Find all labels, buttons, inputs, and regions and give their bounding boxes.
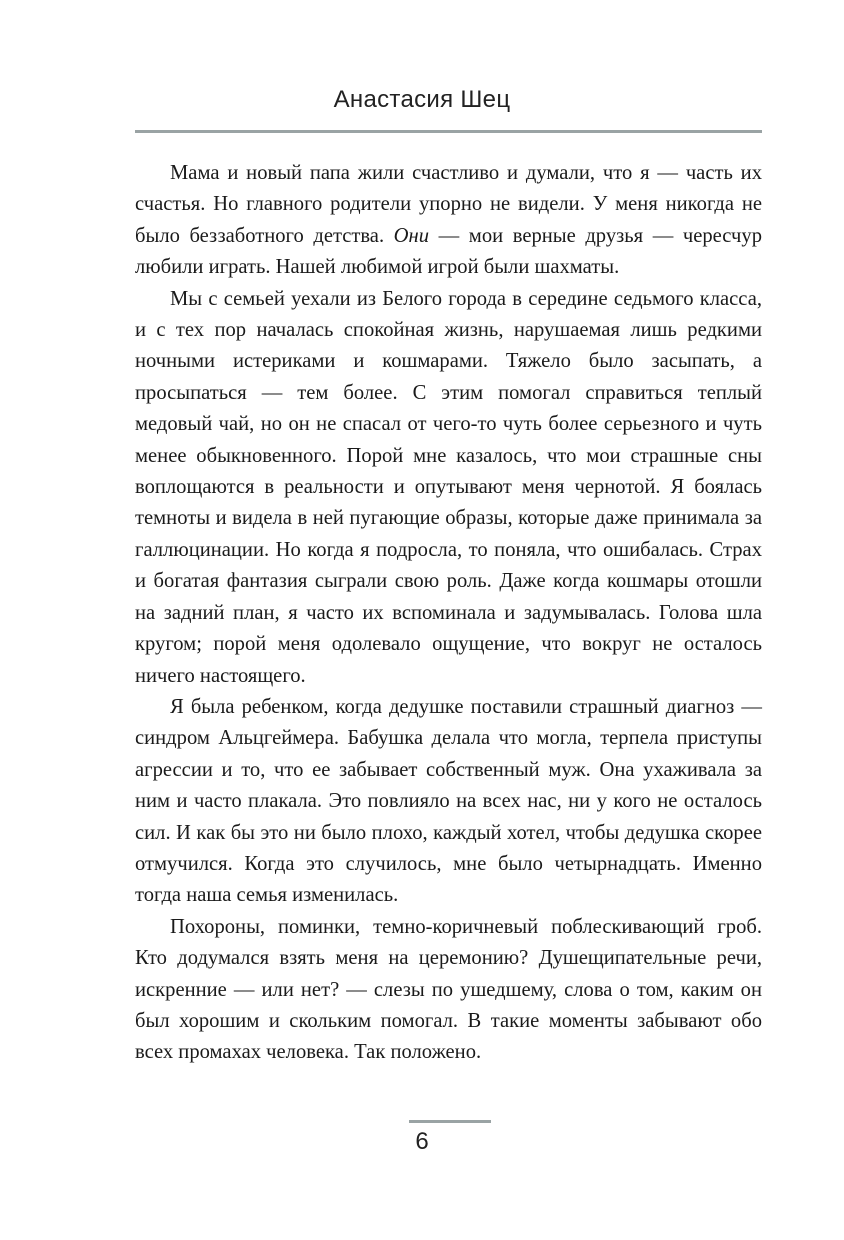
paragraph-1-text-start: Мама и новый папа жили счастливо и думали, что я — часть их счастья. Но главного родители упорно не видели. У меня никогда не было беззаботного детства. — [135, 162, 762, 247]
paragraph-2: Мы с семьей уехали из Белого города в середине седьмого класса, и с тех пор началась спокойная жизнь, нарушаемая лишь редкими ночными истериками и кошмарами. Тяжело было засыпать, а просыпаться — тем более. С этим помогал справиться теплый медовый чай, но он не спасал от чего-то чуть более серьезного и чуть менее обыкновенного. Порой мне казалось, что мои страшные сны воплощаются в реальности и опутывают меня чернотой. Я боялась темноты и видела в ней пугающие образы, которые даже принимала за галлюцинации. Но когда я подросла, то поняла, что ошибалась. Страх и богатая фантазия сыграли свою роль. Даже когда кошмары отошли на задний план, я часто их вспоминала и задумывалась. Голова шла кругом; порой меня одолевало ощущение, что вокруг не осталось ничего настоящего. — [135, 287, 762, 687]
header-rule — [135, 130, 762, 133]
paragraph-1-italic-word: Они — [393, 224, 430, 247]
paragraph-4: Похороны, поминки, темно-коричневый поблескивающий гроб. Кто додумался взять меня на церемонию? Душещипательные речи, искренние — или нет? — слезы по ушедшему, слова о том, каким он был хорошим и скольким помогал. В такие моменты забывают обо всех промахах человека. Так положено. — [135, 915, 762, 1064]
paragraph-3: Я была ребенком, когда дедушке поставили страшный диагноз — синдром Альцгеймера. Бабушка делала что могла, терпела приступы агрессии и то, что ее забывает собственный муж. Она ухаживала за ним и часто плакала. Это повлияло на всех нас, ни у кого не осталось сил. И как бы это ни было плохо, каждый хотел, чтобы дедушка скорее отмучился. Когда это случилось, мне было четырнадцать. Именно тогда наша семья изменилась. — [135, 695, 762, 907]
running-head-author: Анастасия Шец — [333, 86, 511, 113]
paragraph-1-text-end: — мои верные друзья — чересчур любили играть. Нашей любимой игрой были шахматы. — [135, 224, 762, 279]
page-number: 6 — [415, 1128, 429, 1155]
body-text — [135, 158, 762, 1069]
footer-rule — [409, 1120, 491, 1123]
paragraph-1 — [135, 158, 762, 284]
